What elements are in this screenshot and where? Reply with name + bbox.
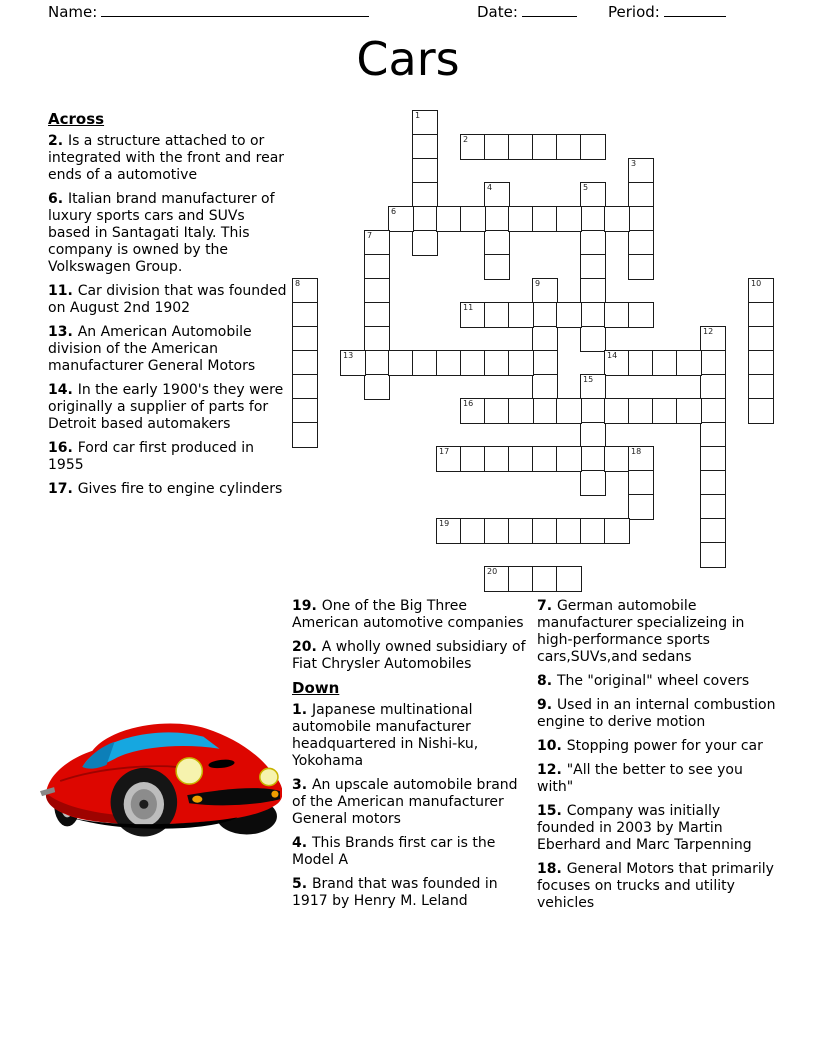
car-headlight-left (176, 758, 202, 784)
crossword-cell[interactable] (748, 350, 774, 376)
crossword-cell[interactable] (628, 494, 654, 520)
across-clue-list-continued (292, 598, 535, 673)
crossword-cell[interactable] (580, 446, 606, 472)
clue-number: 3. (292, 777, 312, 793)
crossword-cell[interactable] (508, 398, 534, 424)
crossword-cell[interactable] (484, 230, 510, 256)
clue-down-15: 15. Company was initially founded in 2003 by Martin Eberhard and Marc Tarpenning (537, 803, 752, 853)
cell-number: 15 (583, 375, 594, 384)
period-blank-line[interactable] (664, 3, 726, 17)
cell-number: 16 (463, 399, 474, 408)
crossword-cell[interactable] (580, 422, 606, 448)
crossword-cell[interactable] (556, 302, 582, 328)
crossword-cell[interactable] (292, 278, 318, 304)
crossword-cell[interactable] (364, 302, 390, 328)
crossword-cell[interactable] (628, 302, 654, 328)
crossword-cell[interactable] (364, 230, 390, 256)
car-signal-light-left (192, 796, 202, 803)
down-clue-list (292, 702, 535, 910)
clue-down-4: 4. This Brands first car is the Model A (292, 835, 496, 868)
crossword-cell[interactable] (532, 326, 558, 352)
crossword-cell[interactable] (484, 134, 510, 160)
clue-number: 17. (48, 481, 78, 497)
crossword-cell[interactable] (412, 110, 438, 136)
crossword-cell[interactable] (292, 302, 318, 328)
crossword-cell[interactable] (484, 302, 510, 328)
crossword-cell[interactable] (508, 134, 534, 160)
crossword-cell[interactable] (628, 254, 654, 280)
clue-across-20: 20. A wholly owned subsidiary of Fiat Chrysler Automobiles (292, 639, 526, 672)
clue-down-7: 7. German automobile manufacturer specializeing in high-performance sports cars,SUVs,and sedans (537, 598, 745, 665)
crossword-cell[interactable] (364, 278, 390, 304)
clue-number: 4. (292, 835, 312, 851)
crossword-cell[interactable] (628, 350, 654, 376)
clue-number: 10. (537, 738, 567, 754)
crossword-cell[interactable] (580, 134, 606, 160)
crossword-cell[interactable] (580, 182, 606, 208)
crossword-cell[interactable] (604, 302, 630, 328)
crossword-cell[interactable] (436, 350, 462, 376)
crossword-cell[interactable] (604, 446, 630, 472)
clue-number: 5. (292, 876, 312, 892)
crossword-cell[interactable] (508, 566, 534, 592)
name-field-group (48, 3, 369, 21)
crossword-cell[interactable] (388, 206, 414, 232)
across-heading: Across (48, 110, 105, 128)
cell-number: 10 (751, 279, 762, 288)
crossword-cell[interactable] (460, 398, 486, 424)
cell-number: 17 (439, 447, 450, 456)
crossword-cell[interactable] (580, 278, 606, 304)
down-clue-list-continued (537, 598, 780, 912)
crossword-cell[interactable] (628, 230, 654, 256)
crossword-cell[interactable] (364, 326, 390, 352)
crossword-cell[interactable] (580, 518, 606, 544)
clue-down-8: 8. The "original" wheel covers (537, 673, 750, 689)
crossword-cell[interactable] (484, 398, 510, 424)
cell-number: 20 (487, 567, 498, 576)
clue-across-19: 19. One of the Big Three American automotive companies (292, 598, 524, 631)
crossword-cell[interactable] (748, 326, 774, 352)
clue-column-middle (292, 598, 535, 917)
crossword-cell[interactable] (580, 206, 606, 232)
crossword-cell[interactable] (436, 518, 462, 544)
crossword-cell[interactable] (484, 446, 510, 472)
crossword-cell[interactable] (508, 446, 534, 472)
clue-number: 19. (292, 598, 322, 614)
crossword-cell[interactable] (532, 302, 558, 328)
crossword-cell[interactable] (700, 542, 726, 568)
car-illustration (40, 708, 282, 845)
crossword-cell[interactable] (700, 374, 726, 400)
cell-number: 13 (343, 351, 354, 360)
crossword-cell[interactable] (676, 398, 702, 424)
crossword-cell[interactable] (412, 182, 438, 208)
crossword-cell[interactable] (292, 422, 318, 448)
clue-across-14: 14. In the early 1900's they were originally a supplier of parts for Detroit based automakers (48, 382, 284, 432)
crossword-cell[interactable] (628, 206, 654, 232)
crossword-cell[interactable] (604, 206, 630, 232)
cell-number: 14 (607, 351, 618, 360)
car-headlight-right (260, 768, 278, 785)
crossword-cell[interactable] (508, 350, 534, 376)
crossword-cell[interactable] (364, 374, 390, 400)
crossword-cell[interactable] (700, 518, 726, 544)
crossword-cell[interactable] (700, 446, 726, 472)
crossword-cell[interactable] (460, 206, 486, 232)
crossword-cell[interactable] (484, 566, 510, 592)
crossword-cell[interactable] (532, 350, 558, 376)
cell-number: 9 (535, 279, 541, 288)
crossword-cell[interactable] (652, 398, 678, 424)
crossword-cell[interactable] (628, 158, 654, 184)
crossword-cell[interactable] (556, 398, 582, 424)
clue-number: 6. (48, 191, 68, 207)
crossword-cell[interactable] (292, 326, 318, 352)
crossword-cell[interactable] (364, 254, 390, 280)
clue-across-2: 2. Is a structure attached to or integrated with the front and rear ends of a automotive (48, 133, 285, 183)
clue-down-18: 18. General Motors that primarily focuses on trucks and utility vehicles (537, 861, 774, 911)
across-clue-list (48, 133, 288, 498)
crossword-cell[interactable] (532, 518, 558, 544)
crossword-cell[interactable] (628, 398, 654, 424)
cell-number: 8 (295, 279, 301, 288)
crossword-cell[interactable] (532, 278, 558, 304)
crossword-cell[interactable] (556, 518, 582, 544)
crossword-cell[interactable] (412, 206, 438, 232)
date-field-group (477, 3, 577, 21)
crossword-cell[interactable] (460, 518, 486, 544)
clue-across-17: 17. Gives fire to engine cylinders (48, 481, 283, 497)
clue-column-left (48, 111, 288, 505)
name-blank-line[interactable] (101, 3, 369, 17)
crossword-cell[interactable] (460, 302, 486, 328)
crossword-cell[interactable] (508, 518, 534, 544)
cell-number: 4 (487, 183, 493, 192)
crossword-cell[interactable] (484, 350, 510, 376)
clue-across-16: 16. Ford car first produced in 1955 (48, 440, 255, 473)
crossword-cell[interactable] (292, 398, 318, 424)
down-heading: Down (292, 679, 340, 697)
crossword-cell[interactable] (412, 158, 438, 184)
clue-down-5: 5. Brand that was founded in 1917 by Henry M. Leland (292, 876, 498, 909)
clue-number: 14. (48, 382, 78, 398)
cell-number: 1 (415, 111, 421, 120)
crossword-cell[interactable] (580, 374, 606, 400)
crossword-cell[interactable] (580, 326, 606, 352)
crossword-cell[interactable] (460, 350, 486, 376)
name-label: Name: (48, 3, 98, 21)
crossword-cell[interactable] (676, 350, 702, 376)
crossword-cell[interactable] (460, 446, 486, 472)
crossword-cell[interactable] (628, 470, 654, 496)
clue-number: 9. (537, 697, 557, 713)
clue-number: 15. (537, 803, 567, 819)
clue-number: 2. (48, 133, 68, 149)
crossword-cell[interactable] (340, 350, 366, 376)
crossword-cell[interactable] (292, 350, 318, 376)
crossword-cell[interactable] (484, 206, 510, 232)
period-label: Period: (608, 3, 660, 21)
clue-number: 11. (48, 283, 78, 299)
crossword-cell[interactable] (580, 254, 606, 280)
clue-number: 13. (48, 324, 78, 340)
clue-number: 16. (48, 440, 78, 456)
cell-number: 6 (391, 207, 397, 216)
car-front-hub-center (139, 800, 148, 809)
cell-number: 11 (463, 303, 474, 312)
cell-number: 19 (439, 519, 450, 528)
cell-number: 12 (703, 327, 714, 336)
cell-number: 7 (367, 231, 373, 240)
clue-down-3: 3. An upscale automobile brand of the American manufacturer General motors (292, 777, 518, 827)
crossword-cell[interactable] (580, 230, 606, 256)
crossword-cell[interactable] (532, 206, 558, 232)
crossword-cell[interactable] (364, 350, 390, 376)
crossword-cell[interactable] (628, 446, 654, 472)
crossword-cell[interactable] (700, 326, 726, 352)
crossword-cell[interactable] (700, 350, 726, 376)
clue-column-right (537, 598, 780, 919)
clue-down-9: 9. Used in an internal combustion engine to derive motion (537, 697, 776, 730)
clue-number: 12. (537, 762, 567, 778)
crossword-cell[interactable] (604, 518, 630, 544)
date-blank-line[interactable] (522, 3, 577, 17)
crossword-cell[interactable] (532, 374, 558, 400)
crossword-cell[interactable] (388, 350, 414, 376)
car-signal-light-right (271, 791, 278, 798)
crossword-cell[interactable] (532, 134, 558, 160)
cell-number: 3 (631, 159, 637, 168)
clue-across-13: 13. An American Automobile division of the American manufacturer General Motors (48, 324, 256, 374)
crossword-cell[interactable] (580, 398, 606, 424)
crossword-cell[interactable] (436, 446, 462, 472)
crossword-cell[interactable] (412, 134, 438, 160)
crossword-cell[interactable] (484, 254, 510, 280)
clue-across-11: 11. Car division that was founded on August 2nd 1902 (48, 283, 287, 316)
crossword-cell[interactable] (748, 302, 774, 328)
crossword-cell[interactable] (436, 206, 462, 232)
crossword-cell[interactable] (508, 206, 534, 232)
clue-across-6: 6. Italian brand manufacturer of luxury sports cars and SUVs based in Santagati Italy. This company is owned by the Volkswagen Group. (48, 191, 275, 275)
clue-number: 18. (537, 861, 567, 877)
clue-number: 20. (292, 639, 322, 655)
clue-number: 7. (537, 598, 557, 614)
clue-down-12: 12. "All the better to see you with" (537, 762, 743, 795)
crossword-cell[interactable] (556, 206, 582, 232)
cell-number: 2 (463, 135, 469, 144)
crossword-cell[interactable] (604, 398, 630, 424)
crossword-cell[interactable] (556, 446, 582, 472)
crossword-grid (292, 110, 774, 592)
crossword-cell[interactable] (292, 374, 318, 400)
period-field-group (608, 3, 726, 21)
cell-number: 18 (631, 447, 642, 456)
clue-down-1: 1. Japanese multinational automobile manufacturer headquartered in Nishi-ku, Yokohama (292, 702, 479, 769)
crossword-cell[interactable] (556, 134, 582, 160)
crossword-cell[interactable] (412, 350, 438, 376)
crossword-cell[interactable] (700, 494, 726, 520)
crossword-cell[interactable] (532, 446, 558, 472)
crossword-cell[interactable] (700, 422, 726, 448)
date-label: Date: (477, 3, 518, 21)
crossword-cell[interactable] (532, 566, 558, 592)
crossword-cell[interactable] (460, 134, 486, 160)
crossword-cell[interactable] (556, 566, 582, 592)
crossword-cell[interactable] (580, 470, 606, 496)
crossword-cell[interactable] (532, 398, 558, 424)
crossword-cell[interactable] (652, 350, 678, 376)
crossword-cell[interactable] (628, 182, 654, 208)
clue-number: 1. (292, 702, 312, 718)
page-title: Cars (356, 32, 460, 86)
crossword-cell[interactable] (484, 182, 510, 208)
clue-down-10: 10. Stopping power for your car (537, 738, 763, 754)
crossword-cell[interactable] (484, 518, 510, 544)
crossword-cell[interactable] (412, 230, 438, 256)
crossword-cell[interactable] (580, 302, 606, 328)
crossword-cell[interactable] (508, 302, 534, 328)
crossword-cell[interactable] (748, 278, 774, 304)
crossword-cell[interactable] (748, 374, 774, 400)
cell-number: 5 (583, 183, 589, 192)
crossword-cell[interactable] (700, 470, 726, 496)
crossword-cell[interactable] (604, 350, 630, 376)
clue-number: 8. (537, 673, 557, 689)
crossword-cell[interactable] (748, 398, 774, 424)
crossword-cell[interactable] (700, 398, 726, 424)
